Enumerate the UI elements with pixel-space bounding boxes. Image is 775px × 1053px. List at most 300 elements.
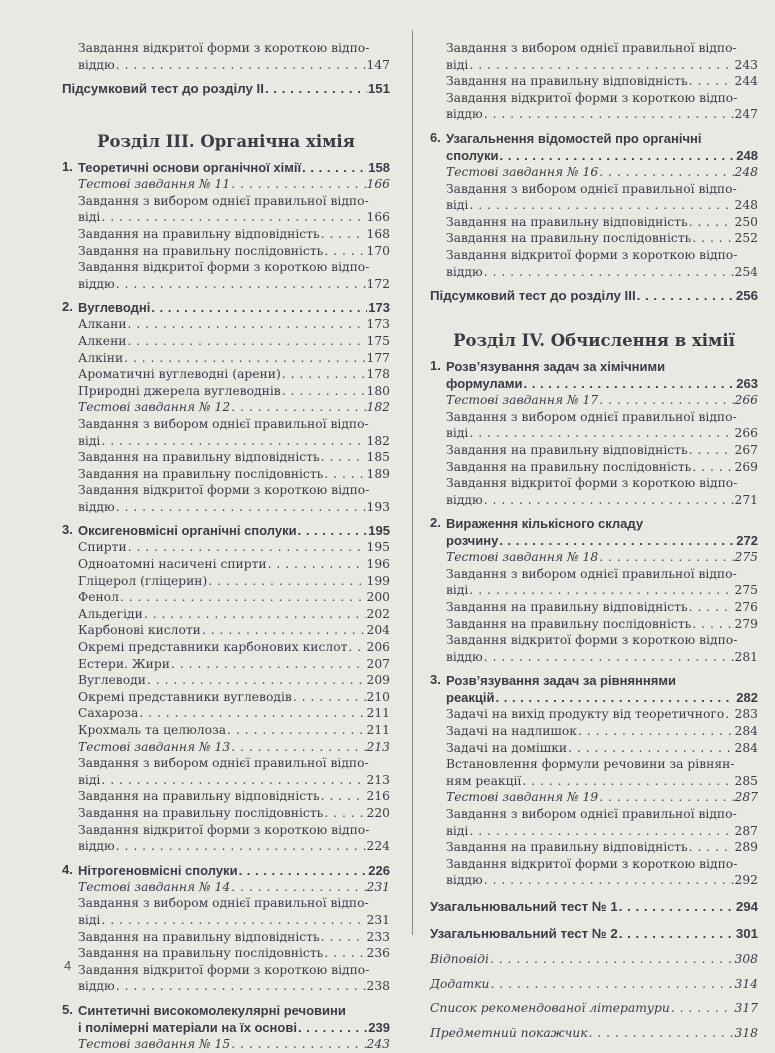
toc-subitem[interactable] [62,622,390,639]
leader-dots [469,197,733,214]
entry-row[interactable] [430,976,758,993]
toc-test-heading[interactable] [430,392,758,409]
leader-dots [147,672,366,689]
entry-page-number: 202 [366,606,390,621]
toc-subitem[interactable] [62,722,390,739]
entry-title: формулами [446,376,523,392]
section-title-line1: Узагальнення відомостей про органічні [446,130,702,146]
back-matter-item[interactable] [430,1025,758,1042]
section-items [430,392,758,508]
entry-title: Окремі представники карбонових кислот [78,640,348,655]
entry-row[interactable] [78,366,390,383]
leader-dots [128,316,366,333]
toc-subitem[interactable] [430,247,758,280]
entry-title-line2[interactable] [446,57,758,74]
entry-row[interactable] [78,176,390,193]
entry-row[interactable] [430,1025,758,1042]
toc-subitem[interactable] [62,805,390,822]
toc-subitem[interactable] [62,895,390,928]
toc-subitem[interactable] [430,90,758,123]
entry-page-number: 244 [734,74,758,89]
entry-page-number: 248 [734,164,758,179]
section-title[interactable] [78,299,390,316]
entry-row[interactable] [78,672,390,689]
entry-page-number: 175 [366,333,390,348]
section-items [62,1036,390,1053]
section-number: 1. [430,358,441,374]
toc-test-heading[interactable] [430,164,758,181]
leader-dots [116,499,366,516]
entry-page-number: 233 [366,929,390,944]
entry-title-line1: Завдання з вибором однієї правильної відпо- [446,807,737,821]
back-matter-item[interactable] [430,951,758,968]
toc-section[interactable] [62,299,390,316]
entry-row[interactable] [78,705,390,722]
entry-page-number: 173 [368,300,390,316]
leader-dots [689,214,734,231]
entry-page-number: 170 [366,243,390,258]
leader-dots [231,176,365,193]
entry-title: Завдання на правильну відповідність [78,226,320,241]
entry-row[interactable] [446,230,758,247]
toc-subitem[interactable] [62,539,390,556]
entry-title: Тестові завдання № 17 [446,393,599,408]
general-test-1[interactable] [430,898,758,916]
entry-page-number: 199 [366,573,390,588]
entry-row[interactable] [78,1036,390,1053]
toc-section[interactable] [430,672,758,706]
summary-row[interactable] [62,80,390,98]
leader-dots [293,689,366,706]
entry-row[interactable] [78,449,390,466]
entry-title-line2[interactable] [78,276,390,293]
toc-subitem[interactable] [62,482,390,515]
entry-title: Карбонові кислоти [78,623,201,638]
entry-title: Альдегіди [78,606,143,621]
toc-section[interactable] [430,515,758,549]
entry-page-number: 210 [366,689,390,704]
toc-subitem[interactable] [430,73,758,90]
entry-row[interactable] [78,622,390,639]
summary-row[interactable] [430,287,758,305]
section-title-line2[interactable] [446,375,758,392]
toc-section[interactable] [62,522,390,539]
entry-row[interactable] [446,616,758,633]
section-title-line2[interactable] [78,1019,390,1036]
toc-subitem[interactable] [62,466,390,483]
entry-title-line2[interactable] [446,197,758,214]
leader-dots [208,573,365,590]
entry-title-line2[interactable] [78,499,390,516]
entry-page-number: 318 [734,1025,758,1040]
entry-row[interactable] [78,466,390,483]
leader-dots [144,606,366,623]
entry-page-number: 204 [366,623,390,638]
entry-row[interactable] [446,73,758,90]
entry-title: Узагальнювальний тест № 1 [430,898,618,914]
entry-title-line2[interactable] [446,649,758,666]
toc-subitem[interactable] [430,740,758,757]
entry-title: Вуглеводи [78,673,146,688]
toc-subitem[interactable] [62,243,390,260]
entry-title-line1: Завдання з вибором однієї правильної відпо- [78,193,369,208]
entry-title: Завдання на правильну відповідність [78,450,320,465]
entry-title-line2[interactable] [78,57,390,74]
entry-row[interactable] [446,459,758,476]
toc-subitem[interactable] [430,616,758,633]
entry-title: Тестові завдання № 18 [446,550,599,565]
toc-subitem[interactable] [62,788,390,805]
section-number: 2. [62,299,73,315]
entry-page-number: 209 [366,673,390,688]
toc-subitem[interactable] [430,442,758,459]
toc-subitem[interactable] [430,599,758,616]
entry-page-number: 248 [734,198,758,213]
entry-title-line1: Завдання з вибором однієї правильної відпо- [446,41,737,55]
entry-page-number: 289 [734,840,758,855]
toc-subitem[interactable] [430,566,758,599]
entry-title: віддю [446,107,483,122]
entry-row[interactable] [446,789,758,806]
entry-page-number: 284 [734,740,758,755]
toc-test-heading[interactable] [62,176,390,193]
entry-title-line1: Встановлення формули речовини за рівнян- [446,757,735,772]
summary-test-chapter-2[interactable] [62,80,390,98]
back-matter-item[interactable] [430,976,758,993]
leader-dots [116,838,366,855]
entry-title: віді [78,433,101,448]
entry-title: віді [78,210,101,225]
toc-subitem[interactable] [430,459,758,476]
entry-row[interactable] [78,573,390,590]
entry-page-number: 247 [734,107,758,122]
section-number: 6. [430,129,441,145]
section-title[interactable] [78,159,390,176]
leader-dots [116,978,366,995]
toc-test-heading[interactable] [430,789,758,806]
entry-row[interactable] [78,788,390,805]
entry-row[interactable] [446,214,758,231]
section-title[interactable] [78,862,390,879]
leader-dots [599,789,733,806]
leader-dots [619,925,735,943]
entry-row[interactable] [430,951,758,968]
toc-subitem[interactable] [62,689,390,706]
toc-subitem[interactable] [62,366,390,383]
leader-dots [265,80,367,98]
section-title[interactable] [78,522,390,539]
entry-title: Завдання на правильну послідовність [446,616,692,631]
entry-title-line2[interactable] [446,872,758,889]
entry-title: Вуглеводні [78,300,151,316]
toc-subitem[interactable] [62,822,390,855]
entry-page-number: 267 [734,442,758,457]
entry-page-number: 158 [368,160,390,176]
leader-dots [689,73,734,90]
entry-row[interactable] [78,350,390,367]
entry-page-number: 269 [734,459,758,474]
toc-subitem[interactable] [62,350,390,367]
entry-page-number: 177 [366,350,390,365]
entry-page-number: 180 [366,383,390,398]
entry-title-line1: Завдання з вибором однієї правильної відпо- [78,896,369,911]
toc-section[interactable] [62,862,390,879]
leader-dots [116,57,366,74]
entry-title-line2[interactable] [78,978,390,995]
toc-test-heading[interactable] [62,879,390,896]
toc-section[interactable] [430,130,758,164]
entry-title-line2[interactable] [78,912,390,929]
entry-title-line2[interactable] [78,838,390,855]
leader-dots [231,1036,365,1053]
entry-page-number: 238 [366,979,390,994]
toc-subitem[interactable] [62,573,390,590]
summary-test-chapter-3[interactable] [430,287,758,305]
entry-row[interactable] [78,689,390,706]
entry-row[interactable] [78,539,390,556]
toc-subitem[interactable] [62,656,390,673]
entry-row[interactable] [78,333,390,350]
toc-subitem[interactable] [62,193,390,226]
entry-title-line2[interactable] [78,433,390,450]
entry-title: Тестові завдання № 14 [78,879,231,894]
section-number: 3. [430,672,441,688]
entry-title: Тестові завдання № 13 [78,739,231,754]
entry-title-line1: Завдання з вибором однієї правильної відпо- [446,181,737,196]
toc-subitem[interactable] [62,40,390,73]
leader-dots [171,656,366,673]
entry-row[interactable] [78,316,390,333]
entry-row[interactable] [446,164,758,181]
entry-row[interactable] [446,723,758,740]
leader-dots [692,459,733,476]
leader-dots [599,164,733,181]
toc-subitem[interactable] [62,333,390,350]
entry-row[interactable] [446,599,758,616]
entry-row[interactable] [446,392,758,409]
entry-row[interactable] [78,945,390,962]
entry-row[interactable] [78,243,390,260]
toc-left-column [62,40,390,1053]
entry-title: Гліцерол (гліцерин) [78,573,208,588]
entry-title: Задачі на домішки [446,740,568,755]
toc-subitem[interactable] [430,475,758,508]
entry-page-number: 276 [734,600,758,615]
toc-subitem[interactable] [62,556,390,573]
leader-dots [101,912,365,929]
entry-title-line1: Завдання відкритої форми з короткою відпо- [78,483,370,498]
leader-dots [599,392,733,409]
toc-subitem[interactable] [62,755,390,788]
section-number: 1. [62,159,73,175]
toc-right-column [430,40,758,1041]
entry-row[interactable] [78,399,390,416]
toc-subitem[interactable] [62,589,390,606]
toc-subitem[interactable] [430,756,758,789]
section-items [62,539,390,854]
entry-title-line1: Завдання відкритої форми з короткою відпо- [446,633,738,648]
toc-test-heading[interactable] [62,1036,390,1053]
toc-subitem[interactable] [62,962,390,995]
entry-row[interactable] [446,839,758,856]
entry-page-number: 182 [366,400,390,415]
entry-title-line2[interactable] [446,823,758,840]
entry-page-number: 308 [734,951,758,966]
entry-row[interactable] [430,1000,758,1017]
entry-title: Завдання на правильну відповідність [78,789,320,804]
entry-page-number: 239 [368,1019,390,1035]
leader-dots [568,740,733,757]
entry-row[interactable] [78,639,390,656]
toc-subitem[interactable] [62,606,390,623]
section-title-line2[interactable] [446,689,758,706]
toc-subitem[interactable] [430,856,758,889]
toc-subitem[interactable] [430,806,758,839]
toc-subitem[interactable] [62,929,390,946]
entry-title: Завдання на правильну відповідність [78,929,320,944]
entry-title-line1: Завдання відкритої форми з короткою відпо- [78,962,370,977]
entry-row[interactable] [446,442,758,459]
entry-title-line2[interactable] [78,772,390,789]
entry-title: Тестові завдання № 19 [446,790,599,805]
entry-title-line2[interactable] [446,582,758,599]
toc-subitem[interactable] [62,672,390,689]
toc-subitem[interactable] [430,723,758,740]
leader-dots [101,209,365,226]
section-title-line2[interactable] [446,147,758,164]
entry-row[interactable] [78,226,390,243]
toc-test-heading[interactable] [62,739,390,756]
toc-subitem[interactable] [62,705,390,722]
entry-row[interactable] [446,549,758,566]
entry-title: віді [446,583,469,598]
back-matter-item[interactable] [430,1000,758,1017]
entry-row[interactable] [78,556,390,573]
toc-section[interactable] [430,358,758,392]
toc-subitem[interactable] [430,839,758,856]
entry-title-line1: Завдання відкритої форми з короткою відпо- [78,822,370,837]
entry-title: Завдання на правильну відповідність [446,600,688,615]
leader-dots [231,879,365,896]
entry-title: віді [446,426,469,441]
leader-dots [298,1019,367,1036]
entry-title-line2[interactable] [78,209,390,226]
entry-row[interactable] [78,589,390,606]
toc-subitem[interactable] [62,945,390,962]
toc-subitem[interactable] [62,639,390,656]
entry-page-number: 294 [735,898,758,914]
entry-title: Теоретичні основи органічної хімії [78,160,302,176]
leader-dots [282,383,366,400]
leader-dots [484,106,734,123]
toc-subitem[interactable] [62,316,390,333]
summary-row[interactable] [430,898,758,916]
entry-row[interactable] [78,722,390,739]
entry-title: Тестові завдання № 11 [78,177,231,192]
entry-title-line2[interactable] [446,773,758,790]
toc-subitem[interactable] [62,416,390,449]
entry-row[interactable] [78,606,390,623]
entry-row[interactable] [446,706,758,723]
toc-section[interactable] [62,159,390,176]
entry-title-line2[interactable] [446,106,758,123]
section-items [62,879,390,995]
leader-dots [231,739,365,756]
toc-test-heading[interactable] [430,549,758,566]
entry-row[interactable] [78,656,390,673]
entry-title: віді [78,772,101,787]
toc-test-heading[interactable] [62,399,390,416]
entry-title: Задачі на надлишок [446,724,577,739]
entry-title: сполуки [446,147,499,163]
entry-title: Список рекомендованої літератури [430,1001,670,1016]
entry-page-number: 231 [366,912,390,927]
entry-row[interactable] [78,383,390,400]
entry-row[interactable] [78,805,390,822]
toc-subitem[interactable] [430,632,758,665]
entry-title: розчину [446,533,499,549]
leader-dots [589,1025,734,1042]
leader-dots [151,299,367,316]
entry-title-line2[interactable] [446,264,758,281]
entry-title: Ароматичні вуглеводні (арени) [78,367,281,382]
entry-row[interactable] [446,740,758,757]
entry-title: ням реакції [446,773,522,788]
toc-subitem[interactable] [62,226,390,243]
entry-row[interactable] [78,929,390,946]
entry-title: Узагальнювальний тест № 2 [430,925,618,941]
entry-title-line2[interactable] [446,492,758,509]
leader-dots [324,243,365,260]
leader-dots [268,556,366,573]
entry-page-number: 195 [366,540,390,555]
general-test-2[interactable] [430,925,758,943]
toc-subitem[interactable] [430,409,758,442]
section-title-line2[interactable] [446,532,758,549]
entry-page-number: 168 [366,226,390,241]
toc-subitem[interactable] [62,449,390,466]
toc-subitem[interactable] [430,181,758,214]
entry-title-line2[interactable] [446,425,758,442]
leader-dots [324,805,365,822]
toc-subitem[interactable] [62,259,390,292]
entry-page-number: 248 [736,147,758,163]
entry-page-number: 178 [366,367,390,382]
leader-dots [324,945,365,962]
toc-subitem[interactable] [430,214,758,231]
section-title-line1: Розв’язування задач за хімічними [446,359,666,375]
entry-title-line1: Завдання відкритої форми з короткою відпо- [78,41,370,55]
toc-subitem[interactable] [62,383,390,400]
entry-page-number: 272 [736,533,758,549]
toc-section[interactable] [62,1002,390,1036]
leader-dots [692,616,733,633]
entry-title: Завдання на правильну послідовність [78,466,324,481]
entry-row[interactable] [78,739,390,756]
entry-page-number: 287 [734,823,758,838]
toc-subitem[interactable] [430,40,758,73]
entry-page-number: 301 [735,925,758,941]
entry-page-number: 207 [366,656,390,671]
leader-dots [469,57,733,74]
leader-dots [500,147,736,164]
entry-page-number: 256 [735,288,758,304]
toc-subitem[interactable] [430,230,758,247]
entry-row[interactable] [78,879,390,896]
entry-title: Сахароза [78,706,139,721]
summary-row[interactable] [430,925,758,943]
toc-subitem[interactable] [430,706,758,723]
